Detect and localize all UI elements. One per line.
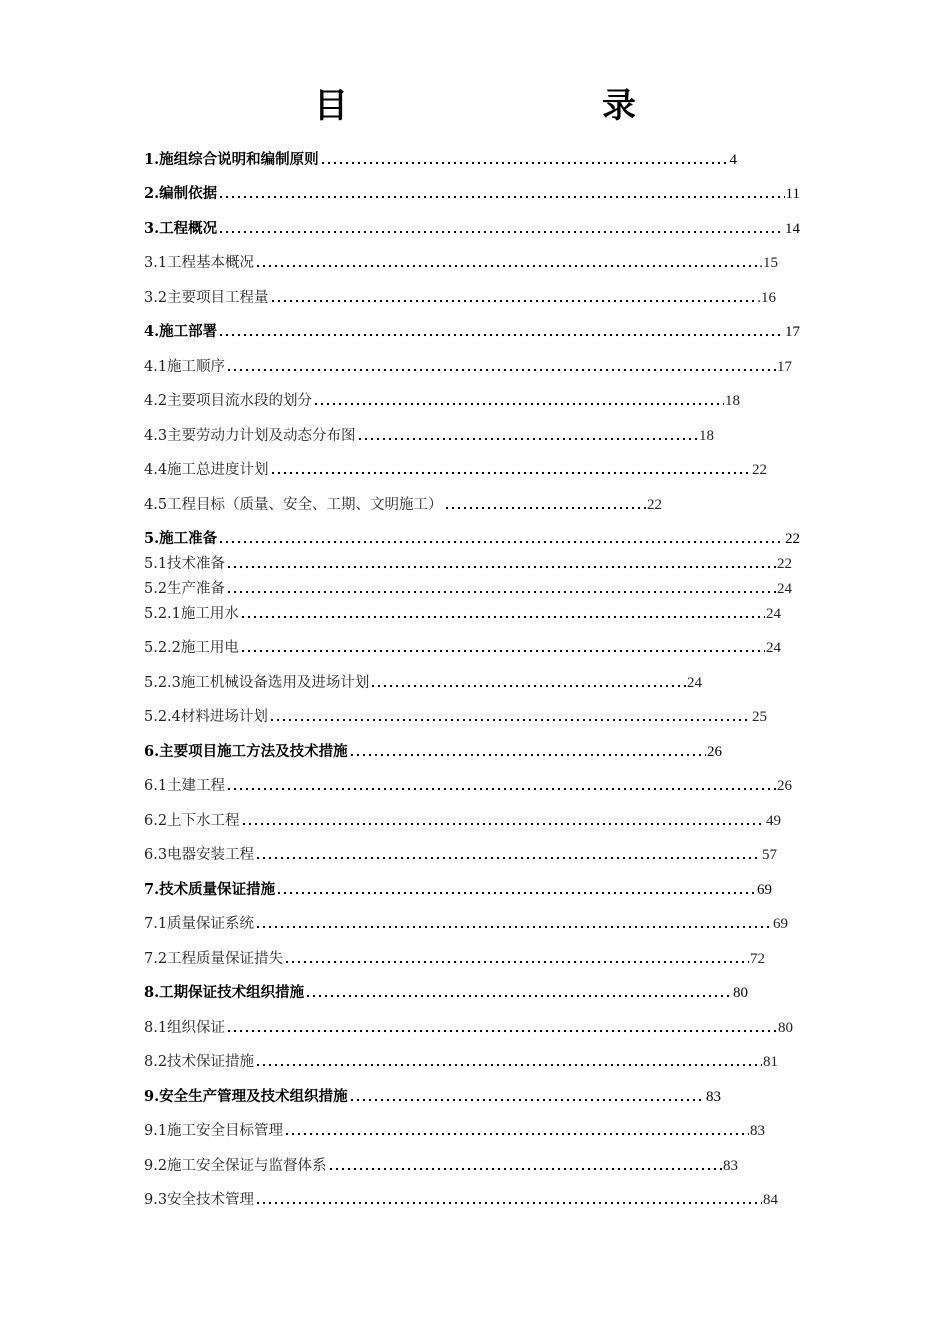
toc-entry-label: 1.施组综合说明和编制原则 — [144, 151, 319, 168]
toc-entry-label: 9.1施工安全目标管理 — [144, 1123, 284, 1139]
toc-entry[interactable] — [144, 529, 800, 549]
dot-leader — [226, 565, 776, 569]
toc-page-number: 83 — [706, 1089, 721, 1105]
toc-page-number: 17 — [785, 324, 800, 340]
toc-entry[interactable] — [144, 1018, 793, 1038]
toc-page-number: 22 — [777, 556, 792, 572]
toc-page-number: 14 — [785, 221, 800, 237]
dot-leader — [226, 368, 776, 372]
toc-page-number: 69 — [773, 916, 788, 932]
toc-entry[interactable] — [144, 983, 748, 1003]
toc-entry[interactable] — [144, 1156, 738, 1176]
toc-page-number: 24 — [687, 675, 702, 691]
toc-entry-label: 4.3主要劳动力计划及动态分布图 — [144, 428, 356, 444]
toc-entry-label: 5.2.2施工用电 — [144, 640, 239, 656]
toc-page-number: .16 — [757, 290, 776, 306]
toc-page-number: 25 — [752, 709, 767, 725]
dot-leader — [444, 506, 646, 510]
toc-entry-label: 5.施工准备 — [144, 530, 218, 547]
toc-entry[interactable] — [144, 1052, 778, 1072]
toc-entry-label: 3.工程概况 — [144, 220, 218, 237]
toc-page-number: 18 — [699, 428, 714, 444]
toc-entry-label: 3.2主要项目工程量 — [144, 290, 269, 306]
dot-leader — [313, 402, 724, 406]
toc-page-number: 83 — [750, 1123, 765, 1139]
toc-entry[interactable] — [144, 253, 778, 273]
dot-leader — [241, 822, 765, 826]
toc-entry-label: 9.3安全技术管理 — [144, 1192, 255, 1208]
toc-entry-label: 4.2主要项目流水段的划分 — [144, 393, 313, 409]
toc-page-number: 72 — [750, 951, 765, 967]
toc-entry-label: 6.3电器安装工程 — [144, 847, 255, 863]
dot-leader — [240, 615, 765, 619]
toc-entry[interactable] — [144, 426, 714, 446]
toc-entry-label: 5.1技术准备 — [144, 556, 226, 572]
toc-page-number: 84 — [763, 1192, 778, 1208]
dot-leader — [226, 787, 776, 791]
dot-leader — [218, 230, 784, 234]
toc-page-number: 4 — [729, 152, 737, 168]
toc-entry[interactable] — [144, 673, 702, 693]
toc-entry[interactable] — [144, 460, 767, 480]
toc-entry[interactable] — [144, 579, 792, 599]
toc-page-number: 80 — [778, 1020, 793, 1036]
page-title: 目 录 — [314, 86, 746, 126]
dot-leader — [370, 684, 686, 688]
toc-entry[interactable] — [144, 880, 772, 900]
toc-entry-label: 4.1施工顺序 — [144, 359, 226, 375]
toc-entry-label: 6.1土建工程 — [144, 778, 226, 794]
dot-leader — [270, 471, 751, 475]
toc-entry[interactable] — [144, 357, 792, 377]
toc-page-number: 26 — [707, 744, 722, 760]
toc-entry-label: 9.安全生产管理及技术组织措施 — [144, 1088, 348, 1105]
toc-entry-label: 7.技术质量保证措施 — [144, 881, 276, 898]
dot-leader — [218, 333, 784, 337]
dot-leader — [284, 1132, 749, 1136]
toc-page-number: 24 — [766, 606, 781, 622]
toc-page-number: 22 — [752, 462, 767, 478]
toc-entry[interactable] — [144, 288, 776, 308]
toc-entry-label: 5.2.3施工机械设备选用及进场计划 — [144, 675, 370, 691]
toc-entry[interactable] — [144, 638, 781, 658]
toc-page-number: 26 — [777, 778, 792, 794]
toc-entry[interactable] — [144, 776, 792, 796]
toc-page-number: 24 — [766, 640, 781, 656]
dot-leader — [255, 856, 761, 860]
toc-entry[interactable] — [144, 604, 781, 624]
toc-entry[interactable] — [144, 1190, 778, 1210]
dot-leader — [255, 925, 772, 929]
toc-page-number: 81 — [763, 1054, 778, 1070]
toc-entry[interactable] — [144, 322, 800, 342]
toc-entry[interactable] — [144, 150, 737, 170]
toc-entry-label: 6.2上下水工程 — [144, 813, 240, 829]
toc-page-number: 49 — [766, 813, 781, 829]
toc-entry-label: 5.2生产准备 — [144, 581, 226, 597]
dot-leader — [284, 960, 749, 964]
dot-leader — [357, 437, 698, 441]
toc-page-number: 83 — [723, 1158, 738, 1174]
toc-entry-label: 7.1质量保证系统 — [144, 916, 255, 932]
dot-leader — [349, 753, 706, 757]
toc-entry-label: 5.2.4材料进场计划 — [144, 709, 268, 725]
dot-leader — [218, 540, 784, 544]
dot-leader — [255, 264, 758, 268]
toc-entry[interactable] — [144, 914, 788, 934]
toc-entry[interactable] — [144, 742, 722, 762]
toc-entry-label: 5.2.1施工用水 — [144, 606, 239, 622]
toc-entry-label: 9.2施工安全保证与监督体系 — [144, 1158, 327, 1174]
toc-entry[interactable] — [144, 391, 740, 411]
toc-entry-label: 4.5工程目标（质量、安全、工期、文明施工） — [144, 497, 443, 513]
dot-leader — [226, 590, 776, 594]
dot-leader — [328, 1167, 722, 1171]
toc-entry[interactable] — [144, 495, 662, 515]
toc-entry-label: 4.4施工总进度计划 — [144, 462, 269, 478]
dot-leader — [218, 195, 784, 199]
toc-entry[interactable] — [144, 949, 765, 969]
dot-leader — [255, 1201, 762, 1205]
toc-page-number: .15 — [759, 255, 778, 271]
dot-leader — [276, 891, 756, 895]
toc-entry[interactable] — [144, 845, 777, 865]
toc-entry-label: 8.1组织保证 — [144, 1020, 226, 1036]
toc-entry[interactable] — [144, 554, 792, 574]
toc-page-number: 24 — [777, 581, 792, 597]
dot-leader — [349, 1098, 705, 1102]
toc-entry[interactable] — [144, 707, 767, 727]
toc-entry-label: 4.施工部署 — [144, 323, 218, 340]
toc-page-number: 17 — [777, 359, 792, 375]
toc-entry[interactable] — [144, 219, 800, 239]
toc-entry-label: 6.主要项目施工方法及技术措施 — [144, 743, 348, 760]
toc-page-number: 22 — [785, 531, 800, 547]
dot-leader — [305, 994, 732, 998]
toc-page-number: 57 — [762, 847, 777, 863]
toc-entry[interactable] — [144, 1121, 765, 1141]
dot-leader — [240, 649, 765, 653]
toc-page-number: 18 — [725, 393, 740, 409]
toc-entry-label: 2.编制依据 — [144, 185, 218, 202]
toc-entry-label: 8.2技术保证措施 — [144, 1054, 255, 1070]
toc-entry[interactable] — [144, 184, 800, 204]
dot-leader — [255, 1063, 762, 1067]
toc-entry-label: 8.工期保证技术组织措施 — [144, 984, 305, 1001]
toc-entry[interactable] — [144, 811, 781, 831]
toc-entry-label: 3.1工程基本概况 — [144, 255, 255, 271]
toc-page-number: 22 — [647, 497, 662, 513]
dot-leader — [270, 299, 757, 303]
dot-leader — [320, 161, 729, 165]
toc-entry-label: 7.2工程质量保证措失 — [144, 951, 284, 967]
toc-page-number: 11 — [785, 186, 800, 202]
toc-entry[interactable] — [144, 1087, 721, 1107]
toc-page-number: 69 — [757, 882, 772, 898]
dot-leader — [269, 718, 751, 722]
dot-leader — [226, 1029, 777, 1033]
toc-page-number: 80 — [733, 985, 748, 1001]
